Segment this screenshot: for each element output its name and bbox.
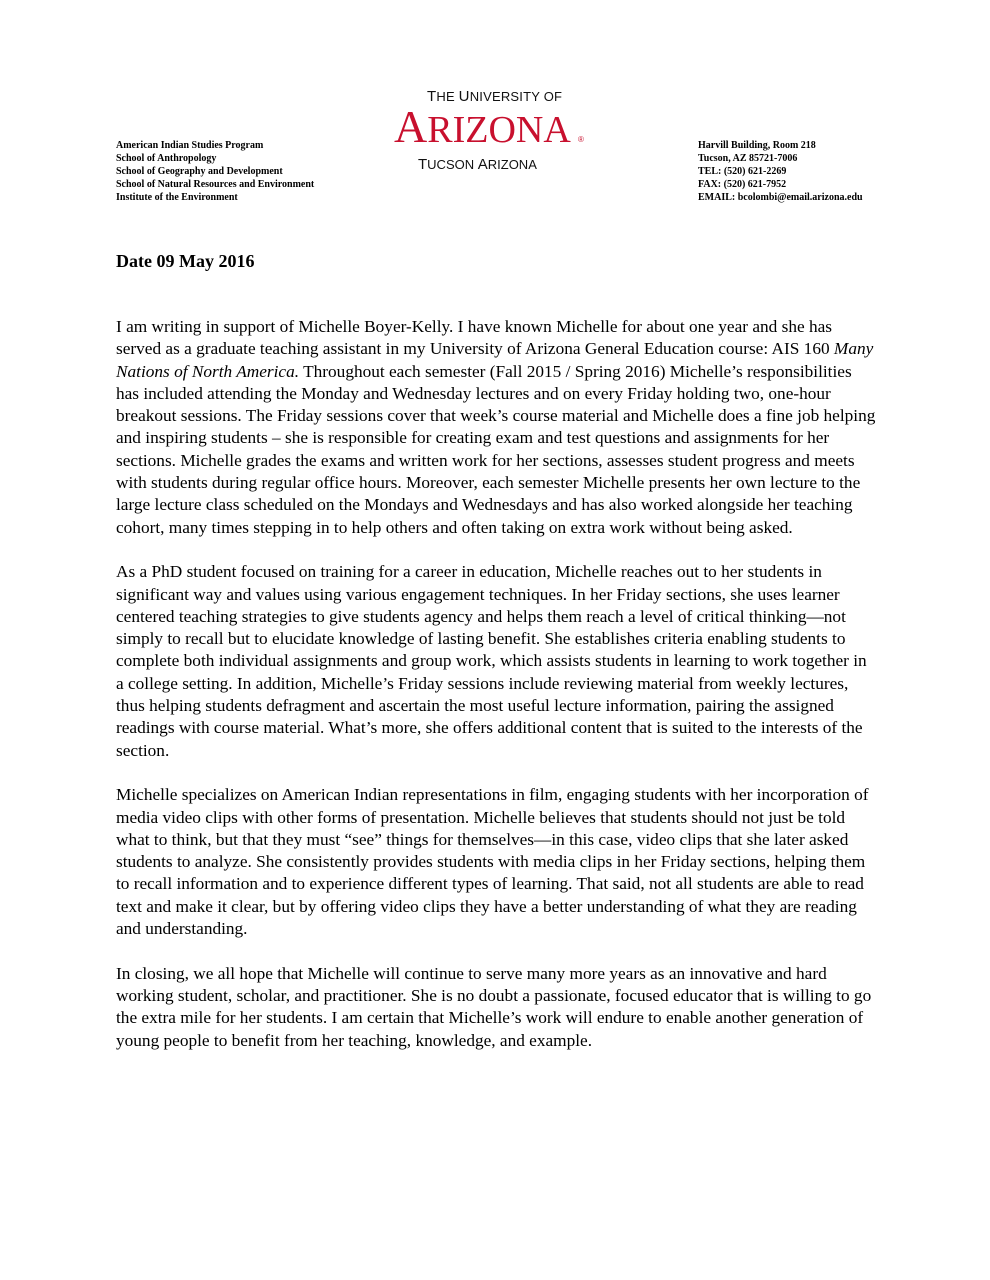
contact-email: EMAIL: bcolombi@email.arizona.edu: [698, 192, 863, 203]
department-line: School of Natural Resources and Environment: [116, 179, 315, 190]
logo-tucson-line: TUCSON ARIZONA: [418, 156, 537, 173]
department-line: Institute of the Environment: [116, 192, 238, 203]
course-title: Many Nations of North America.: [116, 339, 874, 381]
letter-date: Date 09 May 2016: [116, 251, 255, 271]
paragraph-1: I am writing in support of Michelle Boyer-Kelly. I have known Michelle for about one year and she has served as a graduate teaching assistant in my University of Arizona General Education course: AIS 160 Many Nations of North America. Throughout each semester (Fall 2015 / Spring 2016) Michelle’s responsibilities has included attending the Monday and Wednesday lectures and on every Friday holding two, one-hour breakout sessions. The Friday sessions cover that week’s course material and Michelle does a fine job helping and inspiring students – she is responsible for creating exam and test questions and assignments for her sections. Michelle grades the exams and written work for her sections, assesses student progress and meets with students during regular office hours. Moreover, each semester Michelle presents her own lecture to the large lecture class scheduled on the Mondays and Wednesdays and has also worked alongside her teaching cohort, many times stepping in to help others and often taking on extra work without being asked.: [116, 317, 876, 537]
department-line: American Indian Studies Program: [116, 140, 264, 151]
paragraph-4: In closing, we all hope that Michelle will continue to serve many more years as an innovative and hard working student, scholar, and practitioner. She is no doubt a passionate, focused educator that is willing to go the extra mile for her students. I am certain that Michelle’s work will endure to enable another generation of young people to benefit from her teaching, knowledge, and example.: [116, 963, 872, 1050]
letterhead-contact: [698, 139, 958, 204]
registered-mark-icon: ®: [578, 135, 584, 144]
logo-university-line: THE UNIVERSITY OF: [427, 88, 563, 105]
letter-body: [116, 316, 876, 1074]
department-line: School of Geography and Development: [116, 166, 283, 177]
letterhead-departments: [116, 139, 396, 204]
contact-fax: FAX: (520) 621-7952: [698, 179, 787, 190]
contact-city: Tucson, AZ 85721-7006: [698, 153, 798, 164]
paragraph-2: As a PhD student focused on training for a career in education, Michelle reaches out to her students in significant way and values using various engagement techniques. In her Friday sections, she uses learner centered teaching strategies to give students agency and helps them reach a level of critical thinking—not simply to recall but to elucidate knowledge of lasting benefit. She establishes criteria enabling students to complete both individual assignments and group work, which assists students in learning to work together in a college setting. In addition, Michelle’s Friday sessions include reviewing material from weekly lectures, thus helping students defragment and ascertain the most useful lecture information, pairing the assigned readings with course material. What’s more, she offers additional content that is suited to the interests of the section.: [116, 562, 867, 760]
contact-address: Harvill Building, Room 218: [698, 140, 816, 151]
paragraph-3: Michelle specializes on American Indian representations in film, engaging students with her incorporation of media video clips with other forms of presentation. Michelle believes that students should not just be told what to think, but that they must “see” things for themselves—in this case, video clips that she later asked students to analyze. She consistently provides students with media clips in her Friday sections, helping them to recall information and to experience different types of learning. That said, not all students are able to read text and make it clear, but by offering video clips they have a better understanding of what they are reading and understanding.: [116, 785, 869, 939]
contact-phone: TEL: (520) 621-2269: [698, 166, 787, 177]
department-line: School of Anthropology: [116, 153, 217, 164]
logo-arizona-wordmark: ARIZONA: [394, 101, 571, 152]
university-of-arizona-logo: [392, 86, 602, 176]
